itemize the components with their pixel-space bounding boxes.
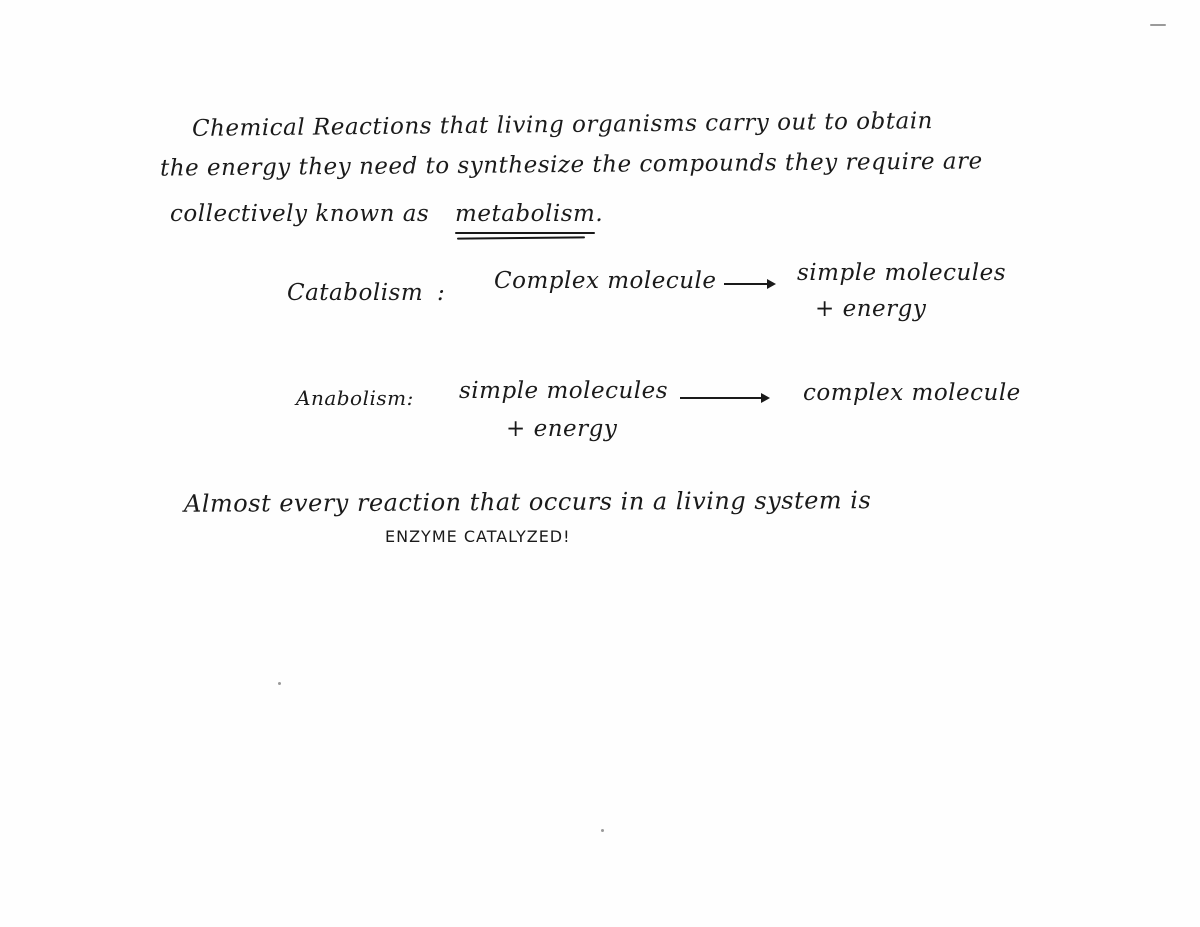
conclusion-line-2: ENZYME CATALYZED! [385, 527, 571, 546]
catabolism-label: Catabolism [287, 280, 424, 306]
intro-line-3 [170, 203, 603, 226]
intro-line-2: the energy they need to synthesize the compounds they require are [159, 148, 983, 182]
catabolism-reactant: Complex molecule [494, 268, 717, 294]
catabolism-product-line-2: + energy [815, 296, 927, 322]
metabolism-term [455, 203, 595, 226]
anabolism-reactant-line-1: simple molecules [459, 378, 669, 404]
anabolism-label: Anabolism: [296, 386, 414, 410]
anabolism-reactant-line-2: + energy [506, 416, 618, 442]
underline-1 [455, 232, 595, 234]
scan-speck [278, 682, 281, 685]
anabolism-arrow-icon [680, 397, 768, 399]
intro-line-3-suffix: . [595, 201, 604, 227]
underline-2 [457, 236, 585, 239]
metabolism-term-text: metabolism [455, 201, 596, 227]
catabolism-colon: : [437, 280, 446, 306]
scan-mark [1150, 24, 1166, 26]
intro-line-3-prefix: collectively known as [170, 201, 430, 227]
catabolism-product-line-1: simple molecules [797, 260, 1007, 286]
anabolism-product: complex molecule [803, 380, 1021, 406]
scan-speck [601, 829, 604, 832]
conclusion-line-1: Almost every reaction that occurs in a living system is [183, 486, 872, 518]
catabolism-arrow-icon [724, 283, 774, 285]
intro-line-1: Chemical Reactions that living organisms carry out to obtain [191, 108, 934, 142]
